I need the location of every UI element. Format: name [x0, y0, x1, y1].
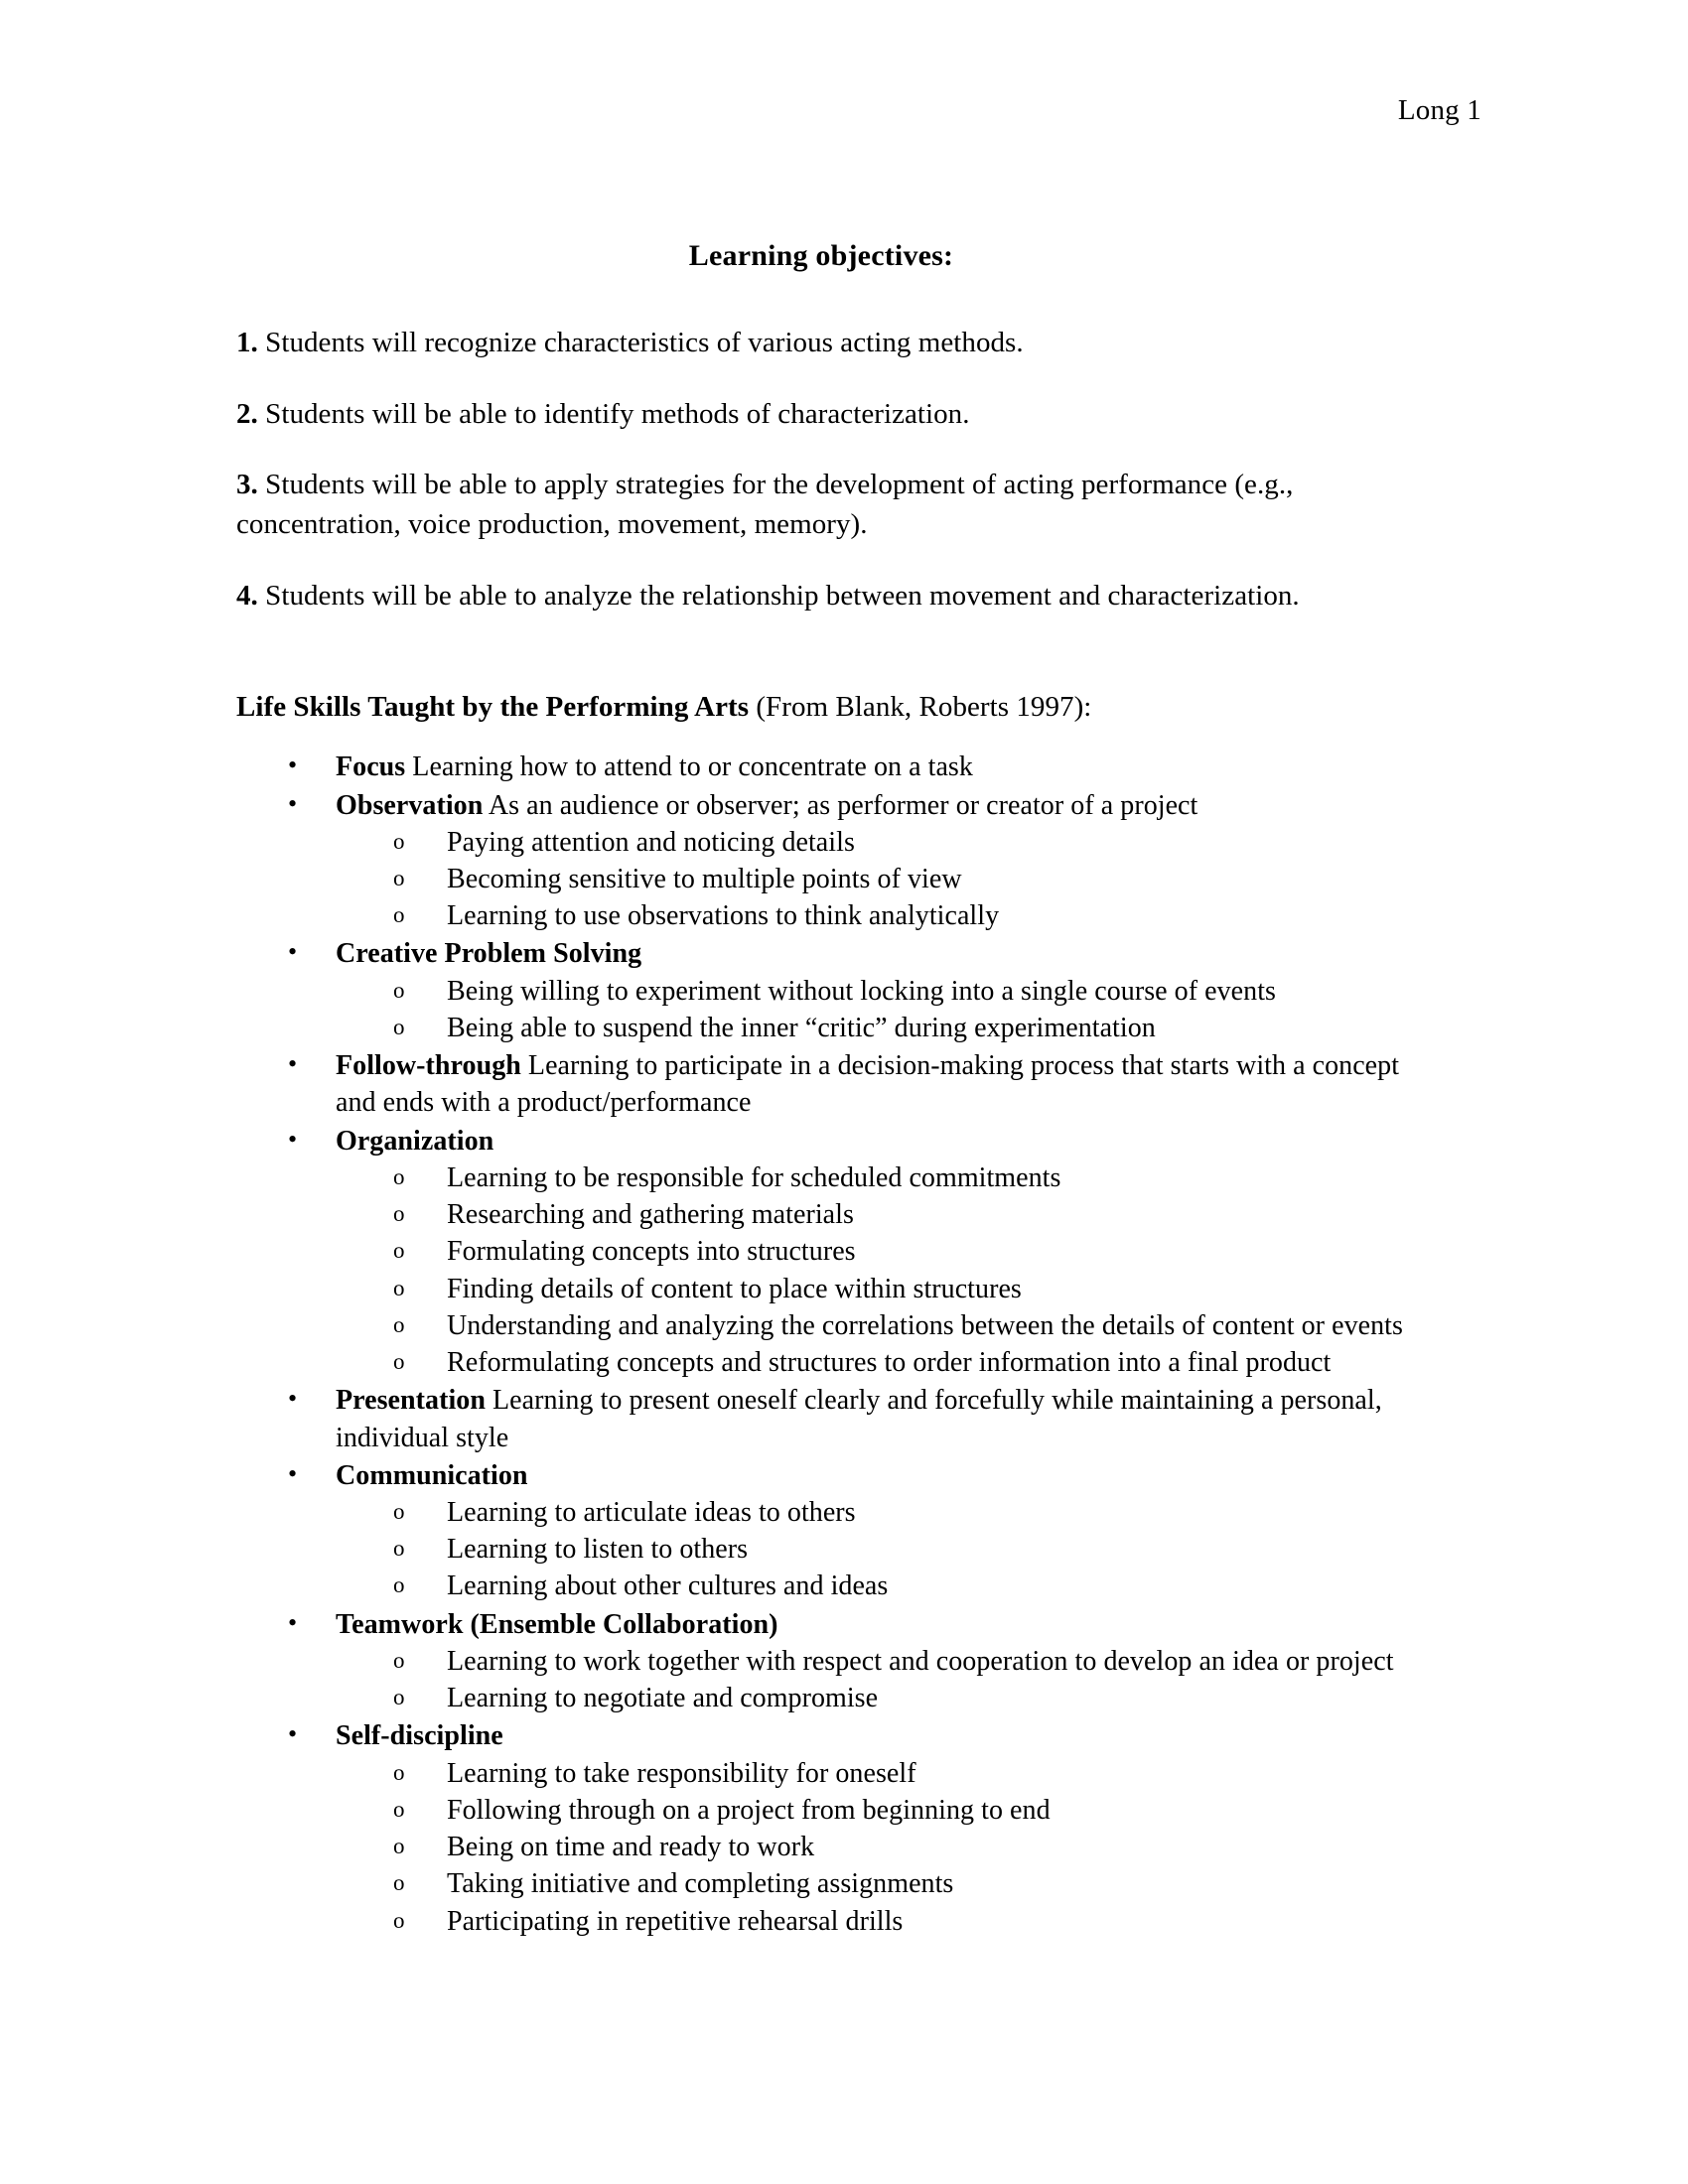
skill-text [336, 1047, 1406, 1121]
skill-description: Learning to participate in a decision-making process that starts with a concept and ends with a product/performance [336, 1050, 1400, 1119]
sub-list [336, 1494, 1406, 1605]
sub-item-text: Learning about other cultures and ideas [447, 1570, 889, 1602]
list-item [236, 1457, 1406, 1605]
sub-item-text: Learning to be responsible for scheduled commitments [447, 1161, 1061, 1193]
sub-item-text: Learning to work together with respect and cooperation to develop an idea or project [447, 1645, 1394, 1677]
bullet-icon: • [288, 788, 298, 818]
sub-list-item [336, 1568, 1406, 1604]
list-item [236, 749, 1406, 785]
sub-item-text: Learning to take responsibility for oneself [447, 1757, 916, 1789]
circle-bullet-icon: o [393, 1647, 405, 1673]
sub-list-item [336, 1755, 1406, 1792]
sub-item-text: Finding details of content to place within structures [447, 1273, 1022, 1304]
life-skills-heading-bold: Life Skills Taught by the Performing Arts [236, 690, 750, 723]
circle-bullet-icon: o [393, 1759, 405, 1785]
life-skills-heading-citation: (From Blank, Roberts 1997): [749, 690, 1092, 723]
sub-item-text: Becoming sensitive to multiple points of view [447, 864, 962, 895]
sub-item-text: Learning to listen to others [447, 1534, 749, 1566]
skill-term: Teamwork (Ensemble Collaboration) [336, 1608, 778, 1640]
sub-item-text: Participating in repetitive rehearsal drills [447, 1905, 904, 1937]
sub-list-item [336, 1680, 1406, 1716]
circle-bullet-icon: o [393, 866, 405, 891]
sub-list [336, 1160, 1406, 1381]
bullet-icon: • [288, 1607, 298, 1637]
circle-bullet-icon: o [393, 1796, 405, 1822]
bullet-icon: • [288, 1049, 298, 1079]
sub-list-item [336, 1271, 1406, 1307]
running-head: Long 1 [1397, 94, 1481, 126]
circle-bullet-icon: o [393, 1238, 405, 1264]
list-item [236, 935, 1406, 1046]
sub-list-item [336, 861, 1406, 897]
list-item [236, 1047, 1406, 1121]
sub-list-item [336, 1865, 1406, 1902]
sub-list [336, 973, 1406, 1046]
sub-item-text: Being able to suspend the inner “critic” during experimentation [447, 1012, 1156, 1043]
bullet-icon: • [288, 751, 298, 780]
sub-item-text: Reformulating concepts and structures to order information into a final product [447, 1347, 1332, 1379]
list-item [236, 787, 1406, 935]
objective-text: Students will be able to apply strategies for the development of acting performance (e.g., concentration, voice production, movement, memory). [236, 469, 1294, 541]
skill-term: Creative Problem Solving [336, 938, 642, 970]
circle-bullet-icon: o [393, 1685, 405, 1710]
sub-list-item [336, 1344, 1406, 1381]
skill-description: Learning how to attend to or concentrate on a task [405, 751, 973, 783]
list-item [236, 1123, 1406, 1382]
objective-number: 4. [236, 579, 258, 612]
page-title: Learning objectives: [688, 239, 954, 272]
objective-number: 3. [236, 469, 258, 501]
skill-text [336, 1717, 1406, 1754]
sub-item-text: Taking initiative and completing assignments [447, 1868, 954, 1900]
skill-term: Observation [336, 789, 484, 821]
sub-list-item [336, 1196, 1406, 1233]
circle-bullet-icon: o [393, 1536, 405, 1562]
bullet-icon: • [288, 1124, 298, 1154]
sub-list-item [336, 1307, 1406, 1344]
learning-objectives-list [236, 324, 1406, 616]
sub-list-item [336, 1160, 1406, 1196]
circle-bullet-icon: o [393, 1163, 405, 1189]
sub-item-text: Being willing to experiment without locking into a single course of events [447, 975, 1276, 1007]
objective-number: 2. [236, 397, 258, 430]
circle-bullet-icon: o [393, 1014, 405, 1039]
skill-text [336, 1382, 1406, 1455]
objective-text: Students will recognize characteristics of various acting methods. [257, 327, 1024, 358]
circle-bullet-icon: o [393, 977, 405, 1003]
skill-term: Communication [336, 1459, 528, 1491]
sub-item-text: Learning to negotiate and compromise [447, 1683, 879, 1714]
learning-objective [236, 577, 1406, 616]
sub-list-item [336, 973, 1406, 1010]
document-body [236, 238, 1406, 1941]
circle-bullet-icon: o [393, 1499, 405, 1524]
learning-objective [236, 324, 1406, 363]
sub-list [336, 1755, 1406, 1940]
sub-item-text: Learning to articulate ideas to others [447, 1497, 856, 1528]
skill-text [336, 935, 1406, 972]
sub-item-text: Understanding and analyzing the correlations between the details of content or events [447, 1309, 1403, 1341]
sub-list [336, 1643, 1406, 1716]
skill-text [336, 749, 1406, 785]
skill-term: Presentation [336, 1385, 486, 1417]
sub-list [336, 824, 1406, 935]
skill-text [336, 1457, 1406, 1494]
circle-bullet-icon: o [393, 1311, 405, 1337]
bullet-icon: • [288, 1458, 298, 1488]
bullet-icon: • [288, 1719, 298, 1749]
skill-description: Learning to present oneself clearly and forcefully while maintaining a personal, individual style [336, 1385, 1382, 1453]
circle-bullet-icon: o [393, 902, 405, 928]
bullet-icon: • [288, 1384, 298, 1414]
circle-bullet-icon: o [393, 1572, 405, 1598]
sub-item-text: Being on time and ready to work [447, 1832, 815, 1863]
sub-item-text: Researching and gathering materials [447, 1199, 854, 1231]
sub-list-item [336, 1233, 1406, 1270]
sub-list-item [336, 1829, 1406, 1865]
sub-item-text: Formulating concepts into structures [447, 1236, 856, 1268]
sub-list-item [336, 897, 1406, 934]
life-skills-list [236, 749, 1406, 1940]
sub-item-text: Learning to use observations to think analytically [447, 900, 1000, 932]
bullet-icon: • [288, 937, 298, 967]
circle-bullet-icon: o [393, 828, 405, 854]
list-item [236, 1606, 1406, 1717]
sub-list-item [336, 824, 1406, 861]
skill-text [336, 1606, 1406, 1643]
sub-list-item [336, 1531, 1406, 1568]
skill-term: Self-discipline [336, 1720, 503, 1752]
sub-list-item [336, 1643, 1406, 1680]
learning-objective [236, 395, 1406, 435]
circle-bullet-icon: o [393, 1907, 405, 1933]
circle-bullet-icon: o [393, 1201, 405, 1227]
circle-bullet-icon: o [393, 1870, 405, 1896]
sub-list-item [336, 1903, 1406, 1940]
skill-text [336, 787, 1406, 824]
life-skills-heading [236, 688, 1406, 728]
list-item [236, 1717, 1406, 1939]
skill-term: Organization [336, 1125, 494, 1157]
skill-text [336, 1123, 1406, 1160]
skill-term: Focus [336, 751, 406, 783]
objective-number: 1. [236, 327, 258, 358]
list-item [236, 1382, 1406, 1455]
sub-list-item [336, 1010, 1406, 1046]
objective-text: Students will be able to analyze the relationship between movement and characterization. [257, 579, 1300, 612]
skill-description: As an audience or observer; as performer or creator of a project [483, 789, 1198, 821]
circle-bullet-icon: o [393, 1834, 405, 1859]
learning-objective [236, 466, 1406, 544]
circle-bullet-icon: o [393, 1275, 405, 1300]
circle-bullet-icon: o [393, 1349, 405, 1375]
sub-list-item [336, 1792, 1406, 1829]
sub-list-item [336, 1494, 1406, 1531]
sub-item-text: Paying attention and noticing details [447, 826, 855, 858]
sub-item-text: Following through on a project from beginning to end [447, 1794, 1051, 1826]
skill-term: Follow-through [336, 1050, 521, 1082]
objective-text: Students will be able to identify methods of characterization. [257, 397, 970, 430]
